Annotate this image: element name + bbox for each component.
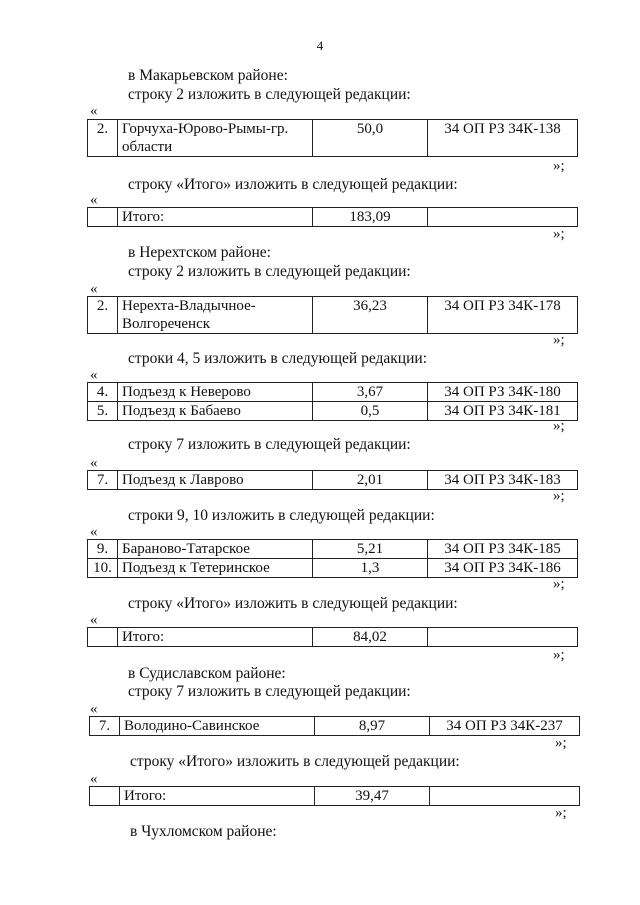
- row-number: [88, 208, 118, 227]
- close-quote: »;: [555, 735, 567, 751]
- close-quote: »;: [553, 158, 565, 174]
- road-name-line: области: [122, 139, 173, 155]
- table-row: [88, 402, 578, 421]
- total-value: 183,09: [313, 208, 428, 227]
- page-number: 4: [316, 38, 324, 53]
- table-row: [88, 120, 578, 157]
- district-heading-makaryev: в Макарьевском районе:: [128, 67, 288, 84]
- amendment-table: [87, 207, 578, 227]
- table-row: [88, 559, 578, 578]
- open-quote: «: [90, 524, 98, 540]
- total-label: Итого:: [120, 787, 315, 806]
- road-code: 34 ОП РЗ 34К-237: [430, 717, 580, 736]
- close-quote: »;: [553, 418, 565, 434]
- table-row: [88, 383, 578, 402]
- district-heading-sudislavl: в Судиславском районе:: [128, 665, 286, 682]
- length-value: 0,5: [313, 402, 428, 421]
- instruction-text: строки 4, 5 изложить в следующей редакции:: [128, 350, 428, 367]
- length-value: 8,97: [315, 717, 430, 736]
- district-heading-chukhloma: в Чухломском районе:: [130, 823, 277, 840]
- amendment-table: [89, 716, 580, 736]
- length-value: 50,0: [313, 120, 428, 157]
- row-number: 5.: [88, 402, 118, 421]
- length-value: 2,01: [313, 471, 428, 490]
- amendment-table: [87, 539, 578, 578]
- open-quote: «: [90, 701, 98, 717]
- instruction-text: строку 7 изложить в следующей редакции:: [128, 436, 411, 453]
- instruction-text: строку «Итого» изложить в следующей редакции:: [128, 176, 458, 193]
- road-code: [428, 208, 578, 227]
- amendment-table: [89, 786, 580, 806]
- open-quote: «: [90, 612, 98, 628]
- instruction-text: строку 2 изложить в следующей редакции:: [128, 263, 411, 280]
- road-name: Подъезд к Бабаево: [118, 402, 313, 421]
- table-row: [88, 297, 578, 334]
- road-name-line: Нерехта-Владычное-: [122, 298, 256, 314]
- amendment-table: [87, 470, 578, 490]
- total-value: 84,02: [313, 628, 428, 647]
- total-label: Итого:: [118, 208, 313, 227]
- close-quote: »;: [553, 332, 565, 348]
- close-quote: »;: [553, 647, 565, 663]
- length-value: 36,23: [313, 297, 428, 334]
- open-quote: «: [90, 455, 98, 471]
- road-name: Подъезд к Тетеринское: [118, 559, 313, 578]
- total-label: Итого:: [118, 628, 313, 647]
- open-quote: «: [90, 771, 98, 787]
- amendment-table: [87, 119, 578, 157]
- road-code: [428, 628, 578, 647]
- length-value: 5,21: [313, 540, 428, 559]
- amendment-table: [87, 296, 578, 334]
- district-heading-nerekhta: в Нерехтском районе:: [128, 244, 271, 261]
- instruction-text: строку «Итого» изложить в следующей редакции:: [130, 753, 460, 770]
- road-code: 34 ОП РЗ 34К-180: [428, 383, 578, 402]
- instruction-text: строку «Итого» изложить в следующей редакции:: [128, 595, 458, 612]
- instruction-text: строку 7 изложить в следующей редакции:: [128, 683, 411, 700]
- row-number: 4.: [88, 383, 118, 402]
- road-name: [118, 120, 313, 157]
- table-row: [90, 717, 580, 736]
- road-name: Бараново-Татарское: [118, 540, 313, 559]
- road-code: [430, 787, 580, 806]
- road-code: 34 ОП РЗ 34К-181: [428, 402, 578, 421]
- road-code: 34 ОП РЗ 34К-185: [428, 540, 578, 559]
- road-code: 34 ОП РЗ 34К-183: [428, 471, 578, 490]
- table-row: [88, 471, 578, 490]
- amendment-table: [87, 627, 578, 647]
- road-code: 34 ОП РЗ 34К-138: [428, 120, 578, 157]
- road-name: [118, 297, 313, 334]
- road-name: Подъезд к Неверово: [118, 383, 313, 402]
- close-quote: »;: [555, 805, 567, 821]
- table-row: [88, 540, 578, 559]
- road-name-line: Волгореченск: [122, 316, 211, 332]
- road-name-line: Горчуха-Юрово-Рымы-гр.: [122, 121, 289, 137]
- row-number: 7.: [90, 717, 120, 736]
- row-number: 9.: [88, 540, 118, 559]
- instruction-text: строки 9, 10 изложить в следующей редакции:: [128, 507, 435, 524]
- row-number: 10.: [88, 559, 118, 578]
- open-quote: «: [90, 192, 98, 208]
- close-quote: »;: [553, 488, 565, 504]
- row-number: [90, 787, 120, 806]
- amendment-table: [87, 382, 578, 421]
- total-value: 39,47: [315, 787, 430, 806]
- open-quote: «: [90, 103, 98, 119]
- road-name: Володино-Савинское: [120, 717, 315, 736]
- open-quote: «: [90, 281, 98, 297]
- open-quote: «: [90, 367, 98, 383]
- table-row: [90, 787, 580, 806]
- row-number: 2.: [88, 120, 118, 157]
- length-value: 3,67: [313, 383, 428, 402]
- row-number: 2.: [88, 297, 118, 334]
- row-number: [88, 628, 118, 647]
- road-code: 34 ОП РЗ 34К-186: [428, 559, 578, 578]
- row-number: 7.: [88, 471, 118, 490]
- table-row: [88, 628, 578, 647]
- road-name: Подъезд к Лаврово: [118, 471, 313, 490]
- road-code: 34 ОП РЗ 34К-178: [428, 297, 578, 334]
- length-value: 1,3: [313, 559, 428, 578]
- instruction-text: строку 2 изложить в следующей редакции:: [128, 86, 411, 103]
- close-quote: »;: [553, 226, 565, 242]
- close-quote: »;: [553, 576, 565, 592]
- table-row: [88, 208, 578, 227]
